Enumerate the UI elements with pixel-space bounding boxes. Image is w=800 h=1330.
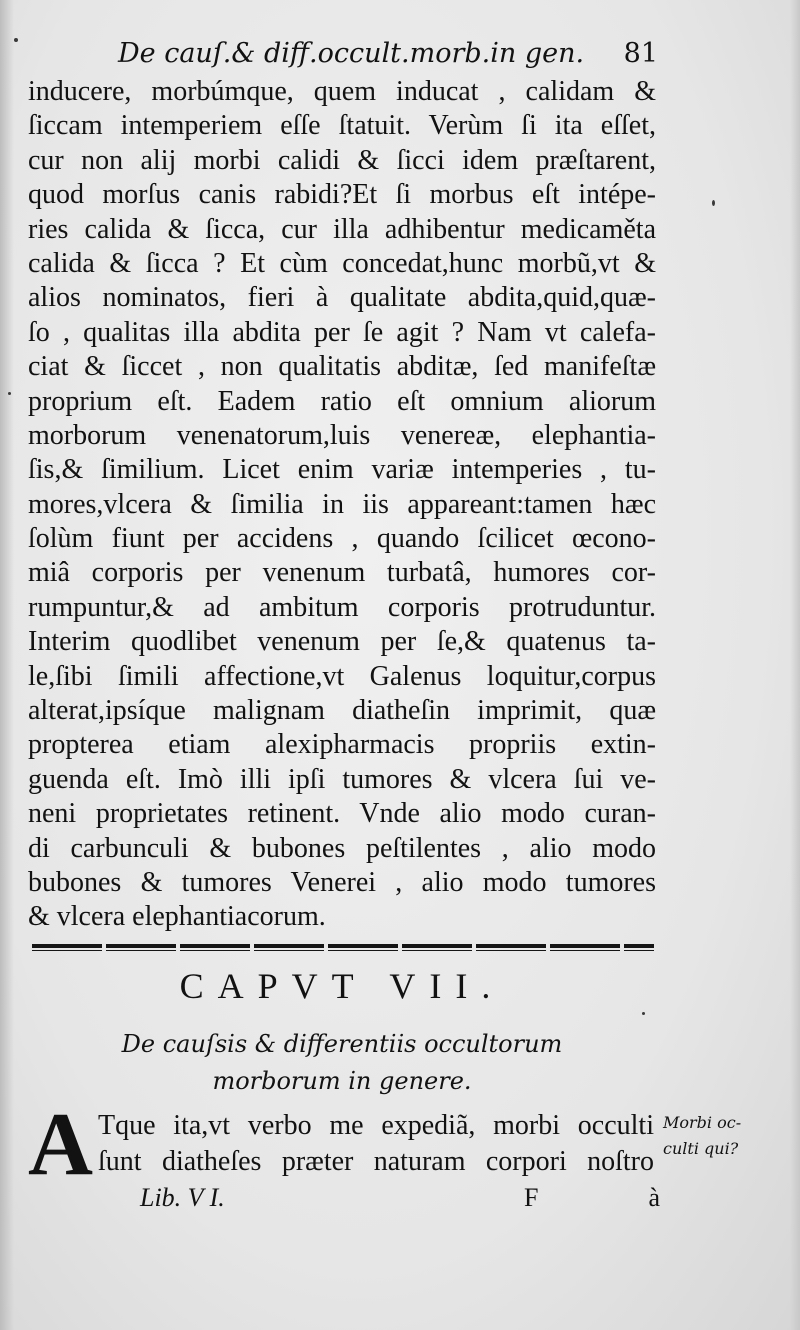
ink-speck [642,1012,645,1015]
page-number: 81 [623,38,658,69]
body-text [28,75,656,935]
section-divider [32,942,654,952]
text-line: ſolùm fiunt per accidens , quando ſcilicet œcono- [28,523,656,555]
text-line: le,ſibi ſimili affectione,vt Galenus loquitur,corpus [28,660,656,692]
text-line: quod morſus canis rabidi?Et ſi morbus eſt intépe- [28,179,656,211]
running-head [118,34,658,74]
margin-note-line: culti qui? [663,1139,739,1158]
divider-thin-rule [32,950,654,951]
text-line: Interim quodlibet venenum per ſe,& quatenus ta- [28,626,656,658]
chapter-subtitle-line: morborum in genere. [212,1067,472,1095]
text-line: cur non alij morbi calidi & ſicci idem præſtarent, [28,144,656,176]
ink-speck [14,38,18,42]
drop-cap: A [28,1095,93,1194]
text-line: ſis,& ſimilium. Licet enim variæ intemperies , tu- [28,454,656,486]
text-line: mores,vlcera & ſimilia in iis appareant:tamen hæc [28,488,656,520]
text-line: guenda eſt. Imò illi ipſi tumores & vlcera ſui ve- [28,763,656,795]
ink-speck [712,200,715,206]
text-line: proprium eſt. Eadem ratio eſt omnium aliorum [28,385,656,417]
running-title: De cauſ.& diff.occult.morb.in gen. [118,38,585,69]
chapter-heading: CAPVT VII. [179,966,505,1006]
text-line: alios nominatos, fieri à qualitate abdita,quid,quæ- [28,282,656,314]
text-line: miâ corporis per venenum turbatâ, humores cor- [28,557,656,589]
text-line: propterea etiam alexipharmacis propriis extin- [28,729,656,761]
chapter-opening-text [98,1108,654,1180]
text-line: ſo , qualitas illa abdita per ſe agit ? Nam vt calefa- [28,316,656,348]
text-line: di carbunculi & bubones peſtilentes , alio modo [28,832,656,864]
book-signature: Lib. V I. [140,1183,225,1212]
catchword: à [648,1183,660,1212]
text-line: bubones & tumores Venerei , alio modo tumores [28,866,656,898]
margin-note [663,1110,793,1162]
gathering-mark: F [524,1183,539,1212]
text-line: calida & ſicca ? Et cùm concedat,hunc morbũ,vt & [28,247,656,279]
text-line: ciat & ſiccet , non qualitatis abditæ, ſed manifeſtæ [28,351,656,383]
text-line: alterat,ipsíque malignam diatheſin imprimit, quæ [28,695,656,727]
text-line: morborum venenatorum,luis venereæ, elephantia- [28,419,656,451]
text-line: rumpuntur,& ad ambitum corporis protruduntur. [28,591,656,623]
text-line: inducere, morbúmque, quem inducat , calidam & [28,76,656,107]
text-line: ries calida & ſicca, cur illa adhibentur medicaměta [28,213,656,245]
margin-note-line: Morbi oc- [663,1113,742,1132]
chapter-subtitle-line: De cauſsis & differentiis occultorum [121,1030,563,1058]
divider-thick-rule [32,944,654,948]
text-line: neni proprietates retinent. Vnde alio modo curan- [28,798,656,830]
chapter-subtitle [28,1026,656,1100]
spine-shadow [0,0,14,1330]
text-line: ſunt diatheſes præter naturam corpori noſtro [98,1146,654,1177]
text-line: ſiccam intemperiem eſſe ſtatuit. Verùm ſi ita eſſet, [28,110,656,142]
page-footer [140,1180,660,1216]
ink-speck [8,392,11,395]
text-line: & vlcera elephantiacorum. [28,901,326,933]
text-line: Tque ita,vt verbo me expediã, morbi occulti [98,1110,654,1141]
